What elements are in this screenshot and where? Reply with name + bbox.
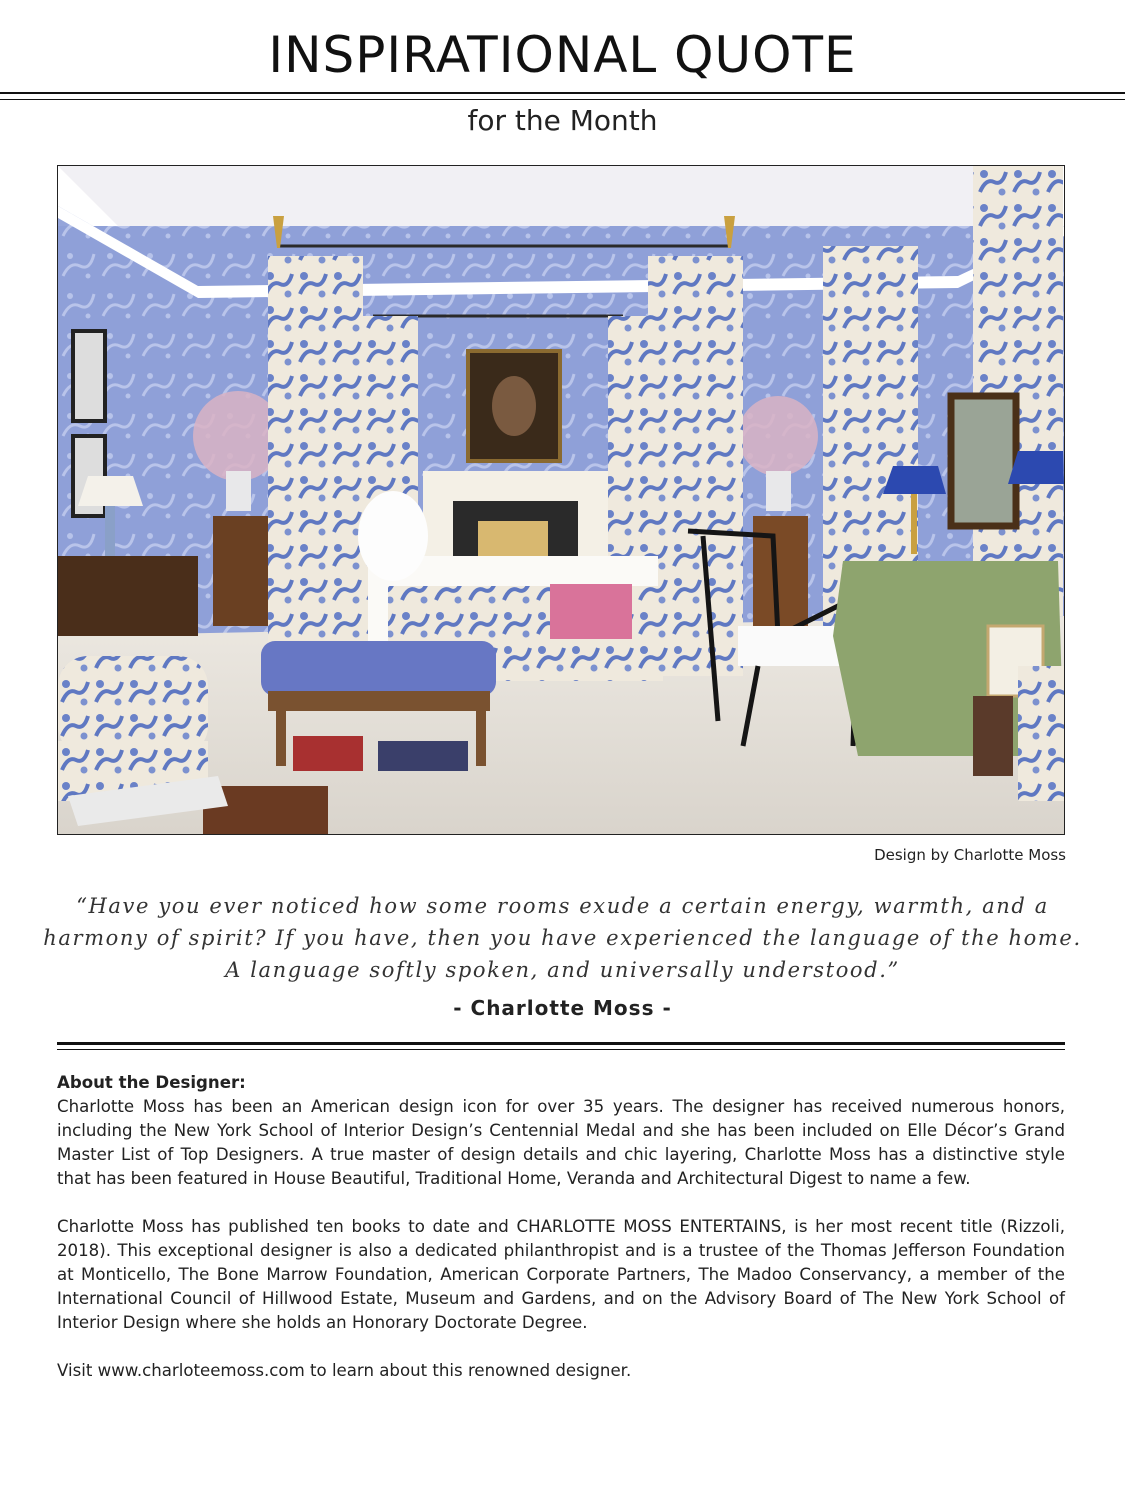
paragraph-gap — [57, 1191, 1065, 1215]
about-paragraph-1: Charlotte Moss has been an American design icon for over 35 years. The designer has received numerous honors, including the New York School of Interior Design’s Centennial Medal and she has been included on Elle Décor’s Grand Master List of Top Designers. A true master of design details and chic layering, Charlotte Moss has a distinctive style that has been featured in House Beautiful, Traditional Home, Veranda and Architectural Digest to name a few. — [57, 1097, 1065, 1188]
bedroom-photo — [57, 165, 1065, 835]
quote-text: “Have you ever noticed how some rooms exude a certain energy, warmth, and a harmony of spirit? If you have, then you have experienced the language of the home. A language softly spoken, and universally understood.” — [43, 894, 1082, 982]
section-rule — [57, 1042, 1065, 1045]
about-heading: About the Designer: — [57, 1073, 246, 1092]
about-paragraph-2: Charlotte Moss has published ten books to date and CHARLOTTE MOSS ENTERTAINS, is her most recent title (Rizzoli, 2018). This exceptional designer is also a dedicated philanthropist and is a trustee of the Thomas Jefferson Foundation at Monticello, The Bone Marrow Foundation, American Corporate Partners, The Madoo Conservancy, a member of the International Council of Hillwood Estate, Museum and Gardens, and on the Advisory Board of The New York School of Interior Design where she holds an Honorary Doctorate Degree. — [57, 1217, 1065, 1332]
header-rule-thin — [0, 99, 1125, 100]
section-rule-thin — [57, 1049, 1065, 1050]
about-paragraph-3: Visit www.charloteemoss.com to learn about this renowned designer. — [57, 1361, 632, 1380]
page-title: INSPIRATIONAL QUOTE — [268, 26, 857, 84]
page-subtitle: for the Month — [467, 104, 658, 137]
paragraph-gap — [57, 1335, 1065, 1359]
quote-attribution: - Charlotte Moss - — [453, 996, 672, 1020]
about-section — [57, 1071, 1065, 1383]
image-credit: Design by Charlotte Moss — [874, 846, 1066, 864]
header-rule — [0, 92, 1125, 94]
